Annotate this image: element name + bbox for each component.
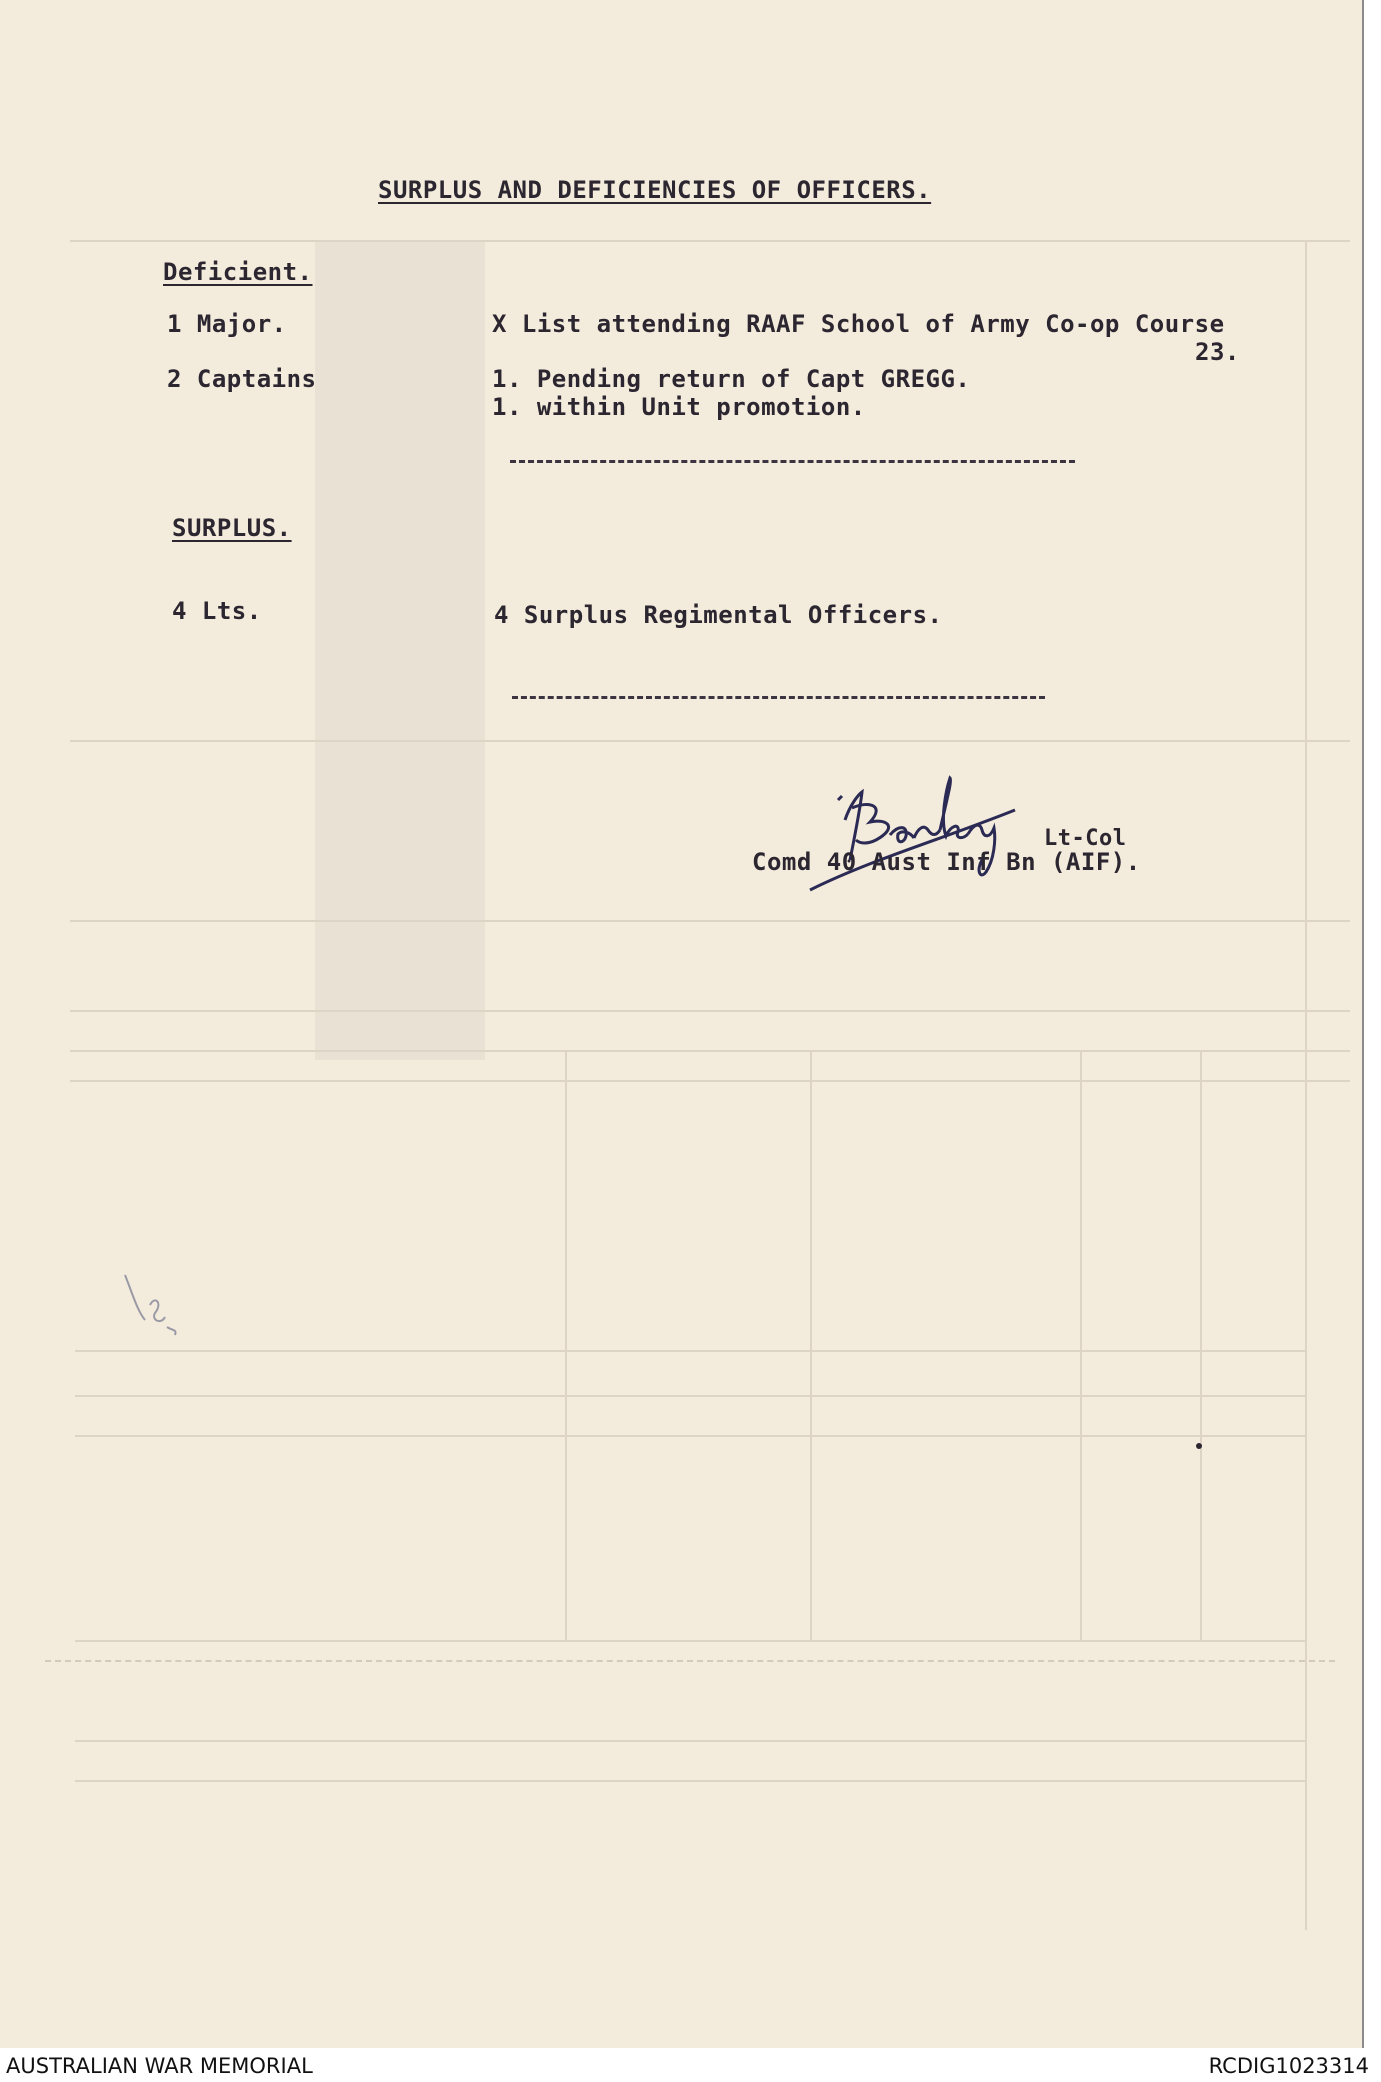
deficient-item-major: 1 Major. [167,310,287,338]
ghost-rule [75,1435,1305,1437]
page-title: SURPLUS AND DEFICIENCIES OF OFFICERS. [378,176,932,204]
ghost-rule [75,1350,1305,1352]
deficient-label: Deficient. [163,258,313,286]
surplus-note: 4 Surplus Regimental Officers. [494,601,943,629]
dashed-separator [510,460,1075,463]
archive-name: AUSTRALIAN WAR MEMORIAL [6,2054,313,2078]
ink-dot [1196,1443,1202,1449]
dashed-separator [512,696,1045,699]
ghost-rule [75,1740,1305,1742]
pencil-mark [115,1265,195,1345]
ghost-rule [70,740,1350,742]
stamp-shadow [315,240,485,1060]
ghost-column [1305,240,1307,1930]
signatory-rank: Lt-Col [1044,826,1127,851]
ghost-rule [75,1780,1305,1782]
ghost-column [810,1050,812,1640]
ghost-rule [45,1660,1335,1662]
ghost-rule [70,1010,1350,1012]
surplus-label: SURPLUS. [172,514,292,542]
deficient-note-course-number: 23. [1195,338,1240,366]
signatory-command: Comd 40 Aust Inf Bn (AIF). [752,848,1141,876]
ghost-column [1200,1050,1202,1640]
ghost-rule [70,240,1350,242]
ghost-rule [75,1395,1305,1397]
deficient-note-captain-2: 1. within Unit promotion. [492,393,866,421]
deficient-note-major: X List attending RAAF School of Army Co-op Course [492,310,1225,338]
record-id: RCDIG1023314 [1208,2054,1369,2078]
deficient-note-captain-1: 1. Pending return of Capt GREGG. [492,365,971,393]
deficient-item-captains: 2 Captains [167,365,317,393]
ghost-column [565,1050,567,1640]
ghost-rule [70,1050,1350,1052]
footer-bar [0,2048,1381,2082]
ghost-rule [70,1080,1350,1082]
ghost-rule [70,920,1350,922]
signature [790,740,1050,900]
ghost-rule [75,1640,1305,1642]
surplus-item-lieutenants: 4 Lts. [172,597,262,625]
ghost-column [1080,1050,1082,1640]
